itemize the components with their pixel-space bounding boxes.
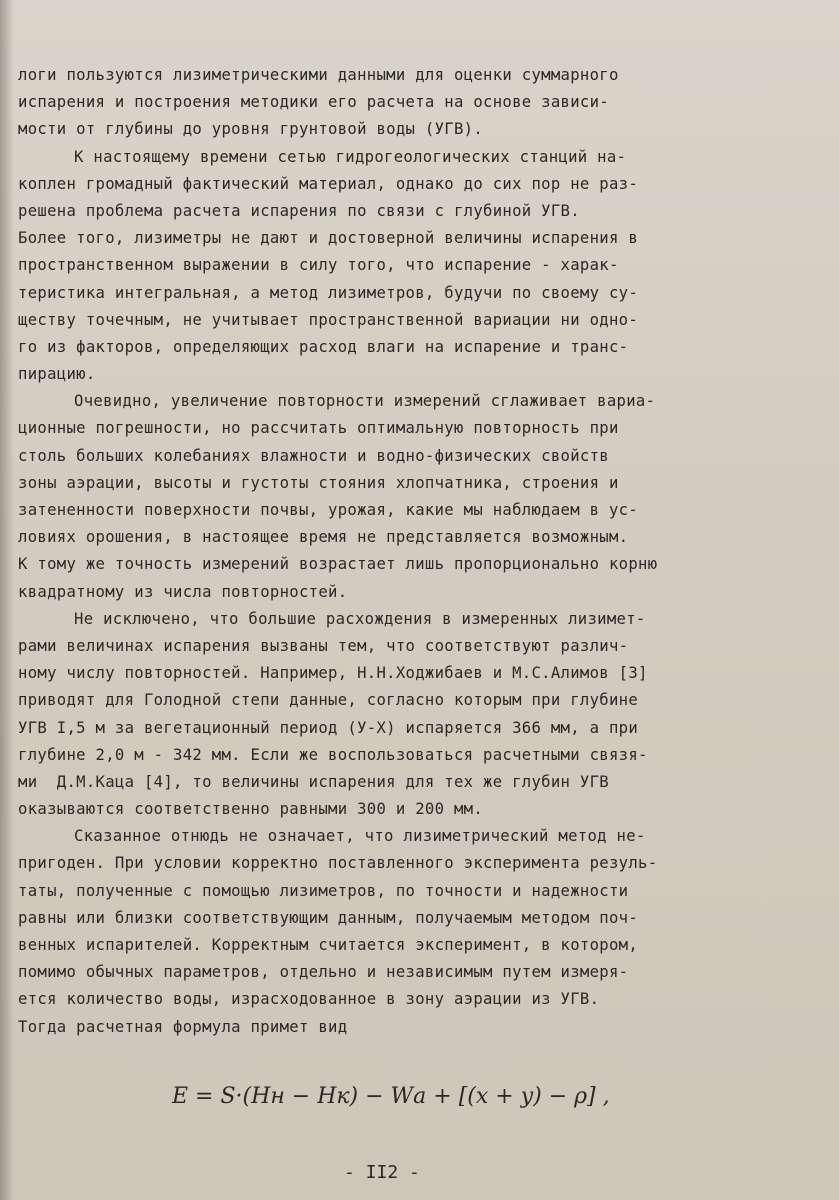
text-line: пирацию. — [18, 365, 96, 384]
text-line: столь больших колебаниях влажности и водно-физических свойств — [18, 446, 609, 465]
paragraph — [18, 62, 818, 144]
text-line: ется количество воды, израсходованное в зону аэрации из УГВ. — [18, 990, 600, 1009]
text-line: ми Д.М.Каца [4], то величины испарения для тех же глубин УГВ — [18, 772, 609, 791]
text-line: логи пользуются лизиметрическими данными для оценки суммарного — [18, 66, 619, 84]
text-line: го из факторов, определяющих расход влаги на испарение и транс- — [18, 337, 629, 356]
text-line: пригоден. При условии корректно поставленного эксперимента резуль- — [18, 854, 658, 873]
text-line: Очевидно, увеличение повторности измерений сглаживает вариа- — [74, 392, 656, 411]
page-edge-shadow — [0, 0, 14, 1200]
text-line: К тому же точность измерений возрастает лишь пропорционально корню — [18, 555, 658, 574]
text-line: УГВ I,5 м за вегетационный период (У-Х) испаряется 366 мм, а при — [18, 718, 639, 737]
text-line: затененности поверхности почвы, урожая, какие мы наблюдаем в ус- — [18, 501, 639, 519]
text-line: рами величинах испарения вызваны тем, что соответствуют различ- — [18, 636, 629, 655]
text-line: таты, полученные с помощью лизиметров, по точности и надежности — [18, 881, 629, 900]
paragraph — [18, 144, 818, 389]
text-line: ному числу повторностей. Например, Н.Н.Ходжибаев и М.С.Алимов [3] — [18, 664, 648, 683]
text-line: мости от глубины до уровня грунтовой воды (УГВ). — [18, 120, 484, 139]
text-line: Тогда расчетная формула примет вид — [18, 1017, 348, 1036]
text-line: ционные погрешности, но рассчитать оптимальную повторность при — [18, 419, 619, 438]
text-line: приводят для Голодной степи данные, согласно которым при глубине — [18, 691, 639, 710]
text-line: ловиях орошения, в настоящее время не представляется возможным. — [18, 528, 629, 547]
text-line: испарения и построения методики его расчета на основе зависи- — [18, 93, 609, 112]
text-line: зоны аэрации, высоты и густоты стояния хлопчатника, строения и — [18, 473, 619, 492]
paragraph — [18, 388, 818, 606]
text-line: глубине 2,0 м - 342 мм. Если же воспользоваться расчетными связя- — [18, 745, 648, 764]
text-line: помимо обычных параметров, отдельно и независимым путем измеря- — [18, 963, 629, 982]
text-line: теристика интегральная, а метод лизиметров, будучи по своему су- — [18, 283, 639, 302]
text-line: равны или близки соответствующим данным, получаемым методом поч- — [18, 908, 639, 927]
document-body — [18, 62, 818, 1041]
text-line: оказываются соответственно равными 300 и 200 мм. — [18, 800, 484, 819]
paragraph — [18, 823, 818, 1041]
text-line: Более того, лизиметры не дают и достоверной величины испарения в — [18, 229, 639, 248]
paragraph — [18, 606, 818, 824]
text-line: решена проблема расчета испарения по связи с глубиной УГВ. — [18, 201, 580, 220]
text-line: Сказанное отнюдь не означает, что лизиметрический метод не- — [74, 827, 646, 846]
page-number: - II2 - — [344, 1162, 420, 1183]
text-line: ществу точечным, не учитывает пространственной вариации ни одно- — [18, 310, 639, 329]
text-line: квадратному из числа повторностей. — [18, 582, 348, 601]
text-line: пространственном выражении в силу того, что испарение - харак- — [18, 256, 619, 275]
text-line: коплен громадный фактический материал, однако до сих пор не раз- — [18, 174, 639, 193]
text-line: венных испарителей. Корректным считается эксперимент, в котором, — [18, 936, 639, 954]
evaporation-formula: E = S·(Hн − Hк) − Wа + [(x + y) − ρ] , — [172, 1084, 610, 1109]
text-line: Не исключено, что большие расхождения в измеренных лизимет- — [74, 609, 646, 628]
text-line: К настоящему времени сетью гидрогеологических станций на- — [74, 147, 627, 166]
